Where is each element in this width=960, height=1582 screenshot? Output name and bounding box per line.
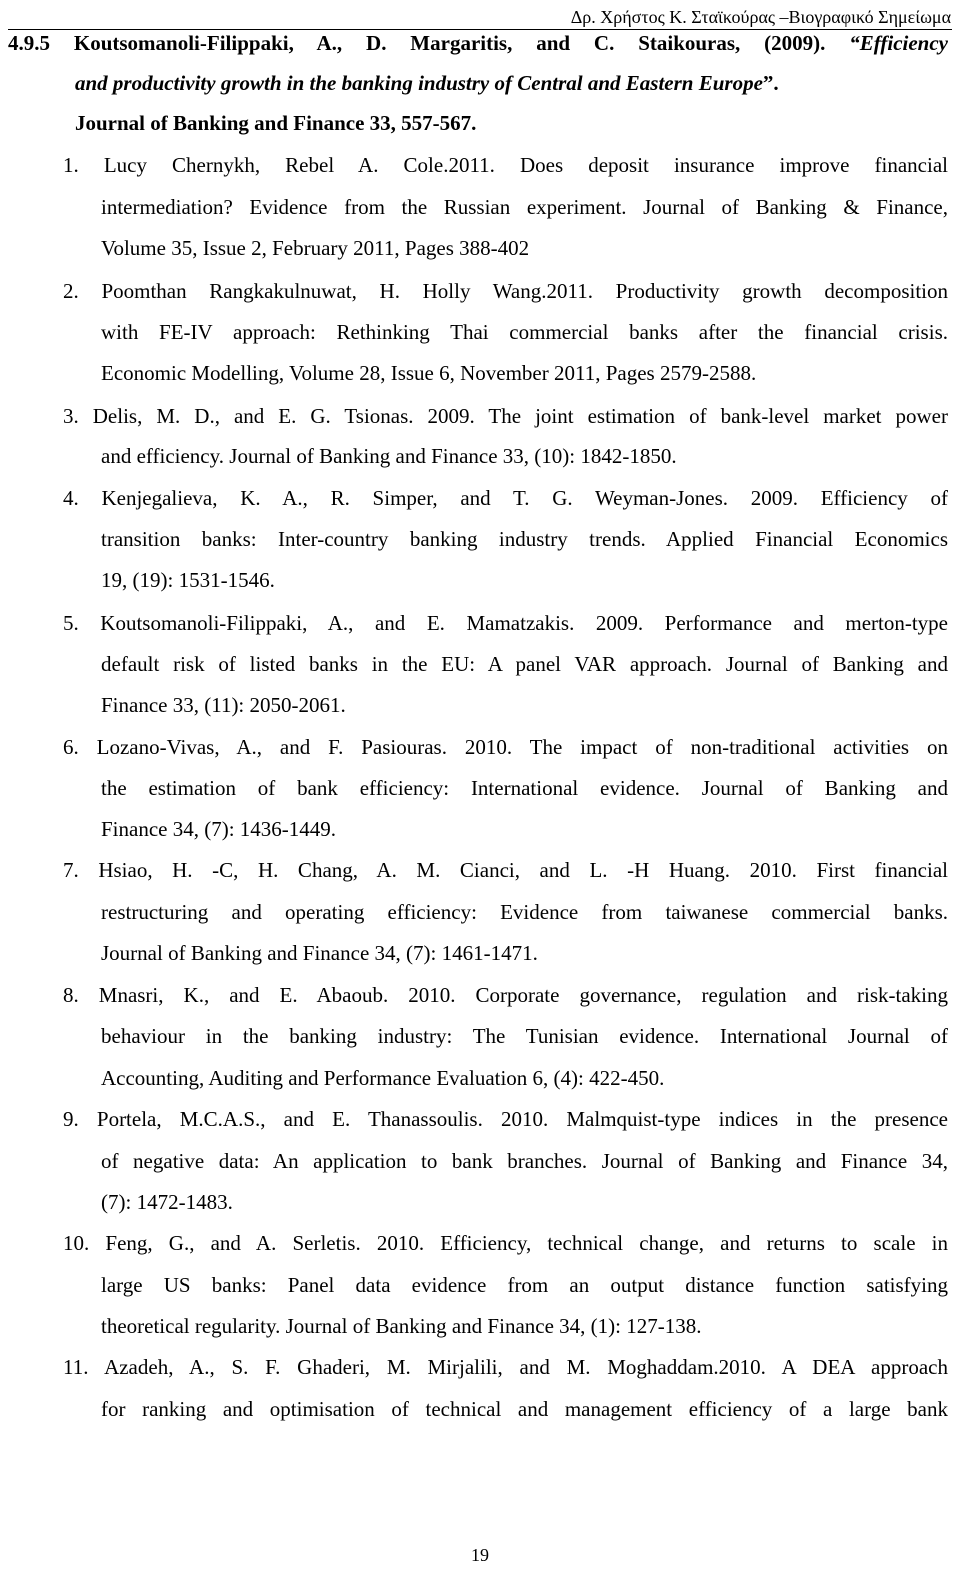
reference-3-line-1: 3. Delis, M. D., and E. G. Tsionas. 2009. The joint estimation of bank-level market power (63, 404, 948, 428)
top-entry-authors: Koutsomanoli-Filippaki, A., D. Margaritis, and C. Staikouras, (2009). (73, 31, 850, 55)
top-entry-title-end: ”. (762, 71, 779, 95)
reference-5-line-2: default risk of listed banks in the EU: A panel VAR approach. Journal of Banking and (101, 652, 948, 676)
reference-7-line-2: restructuring and operating efficiency: Evidence from taiwanese commercial banks. (101, 900, 948, 924)
reference-4-line-1: 4. Kenjegalieva, K. A., R. Simper, and T. G. Weyman-Jones. 2009. Efficiency of (63, 486, 948, 510)
reference-6-line-3: Finance 34, (7): 1436-1449. (101, 817, 337, 841)
top-entry-line-2 (75, 68, 779, 98)
top-entry-line-3: Journal of Banking and Finance 33, 557-567. (75, 111, 477, 135)
reference-1-line-2: intermediation? Evidence from the Russian experiment. Journal of Banking & Finance, (101, 195, 948, 219)
top-entry-number: 4.9.5 (8, 31, 50, 55)
reference-7-line-3: Journal of Banking and Finance 34, (7): 1461-1471. (101, 941, 538, 965)
reference-9-line-2: of negative data: An application to bank branches. Journal of Banking and Finance 34, (101, 1149, 948, 1173)
reference-8-line-1: 8. Mnasri, K., and E. Abaoub. 2010. Corporate governance, regulation and risk-taking (63, 983, 948, 1007)
reference-8-line-2: behaviour in the banking industry: The Tunisian evidence. International Journal of (101, 1024, 948, 1048)
reference-10-line-2: large US banks: Panel data evidence from an output distance function satisfying (101, 1273, 948, 1297)
top-entry-title: and productivity growth in the banking industry of Central and Eastern Europe (75, 71, 763, 95)
reference-11-line-2: for ranking and optimisation of technical and management efficiency of a large bank (101, 1397, 948, 1421)
reference-3-line-2: and efficiency. Journal of Banking and Finance 33, (10): 1842-1850. (101, 444, 677, 468)
running-header: Δρ. Χρήστος Κ. Σταϊκούρας –Βιογραφικό Σημείωμα (570, 7, 951, 27)
reference-6-line-2: the estimation of bank efficiency: International evidence. Journal of Banking and (101, 776, 948, 800)
reference-2-line-1: 2. Poomthan Rangkakulnuwat, H. Holly Wang.2011. Productivity growth decomposition (63, 279, 948, 303)
reference-6-line-1: 6. Lozano-Vivas, A., and F. Pasiouras. 2010. The impact of non-traditional activities on (63, 735, 948, 759)
reference-10-line-3: theoretical regularity. Journal of Banking and Finance 34, (1): 127-138. (101, 1314, 702, 1338)
reference-8-line-3: Accounting, Auditing and Performance Evaluation 6, (4): 422-450. (101, 1066, 665, 1090)
reference-2-line-3: Economic Modelling, Volume 28, Issue 6, November 2011, Pages 2579-2588. (101, 361, 757, 385)
reference-5-line-1: 5. Koutsomanoli-Filippaki, A., and E. Mamatzakis. 2009. Performance and merton-type (63, 611, 948, 635)
reference-10-line-1: 10. Feng, G., and A. Serletis. 2010. Efficiency, technical change, and returns to scale in (63, 1231, 948, 1255)
reference-9-line-1: 9. Portela, M.C.A.S., and E. Thanassoulis. 2010. Malmquist-type indices in the presence (63, 1107, 948, 1131)
reference-1-line-1: 1. Lucy Chernykh, Rebel A. Cole.2011. Does deposit insurance improve financial (63, 153, 948, 177)
top-entry-title-start: “Efficiency (849, 31, 948, 55)
reference-2-line-2: with FE-IV approach: Rethinking Thai commercial banks after the financial crisis. (101, 320, 948, 344)
page-number: 19 (471, 1545, 489, 1565)
reference-11-line-1: 11. Azadeh, A., S. F. Ghaderi, M. Mirjalili, and M. Moghaddam.2010. A DEA approach (63, 1355, 948, 1379)
reference-4-line-3: 19, (19): 1531-1546. (101, 568, 275, 592)
reference-7-line-1: 7. Hsiao, H. -C, H. Chang, A. M. Cianci, and L. -H Huang. 2010. First financial (63, 858, 948, 882)
reference-4-line-2: transition banks: Inter-country banking industry trends. Applied Financial Economics (101, 527, 948, 551)
reference-9-line-3: (7): 1472-1483. (101, 1190, 233, 1214)
reference-1-line-3: Volume 35, Issue 2, February 2011, Pages 388-402 (101, 236, 530, 260)
reference-5-line-3: Finance 33, (11): 2050-2061. (101, 693, 346, 717)
top-entry-line-1 (8, 28, 948, 58)
